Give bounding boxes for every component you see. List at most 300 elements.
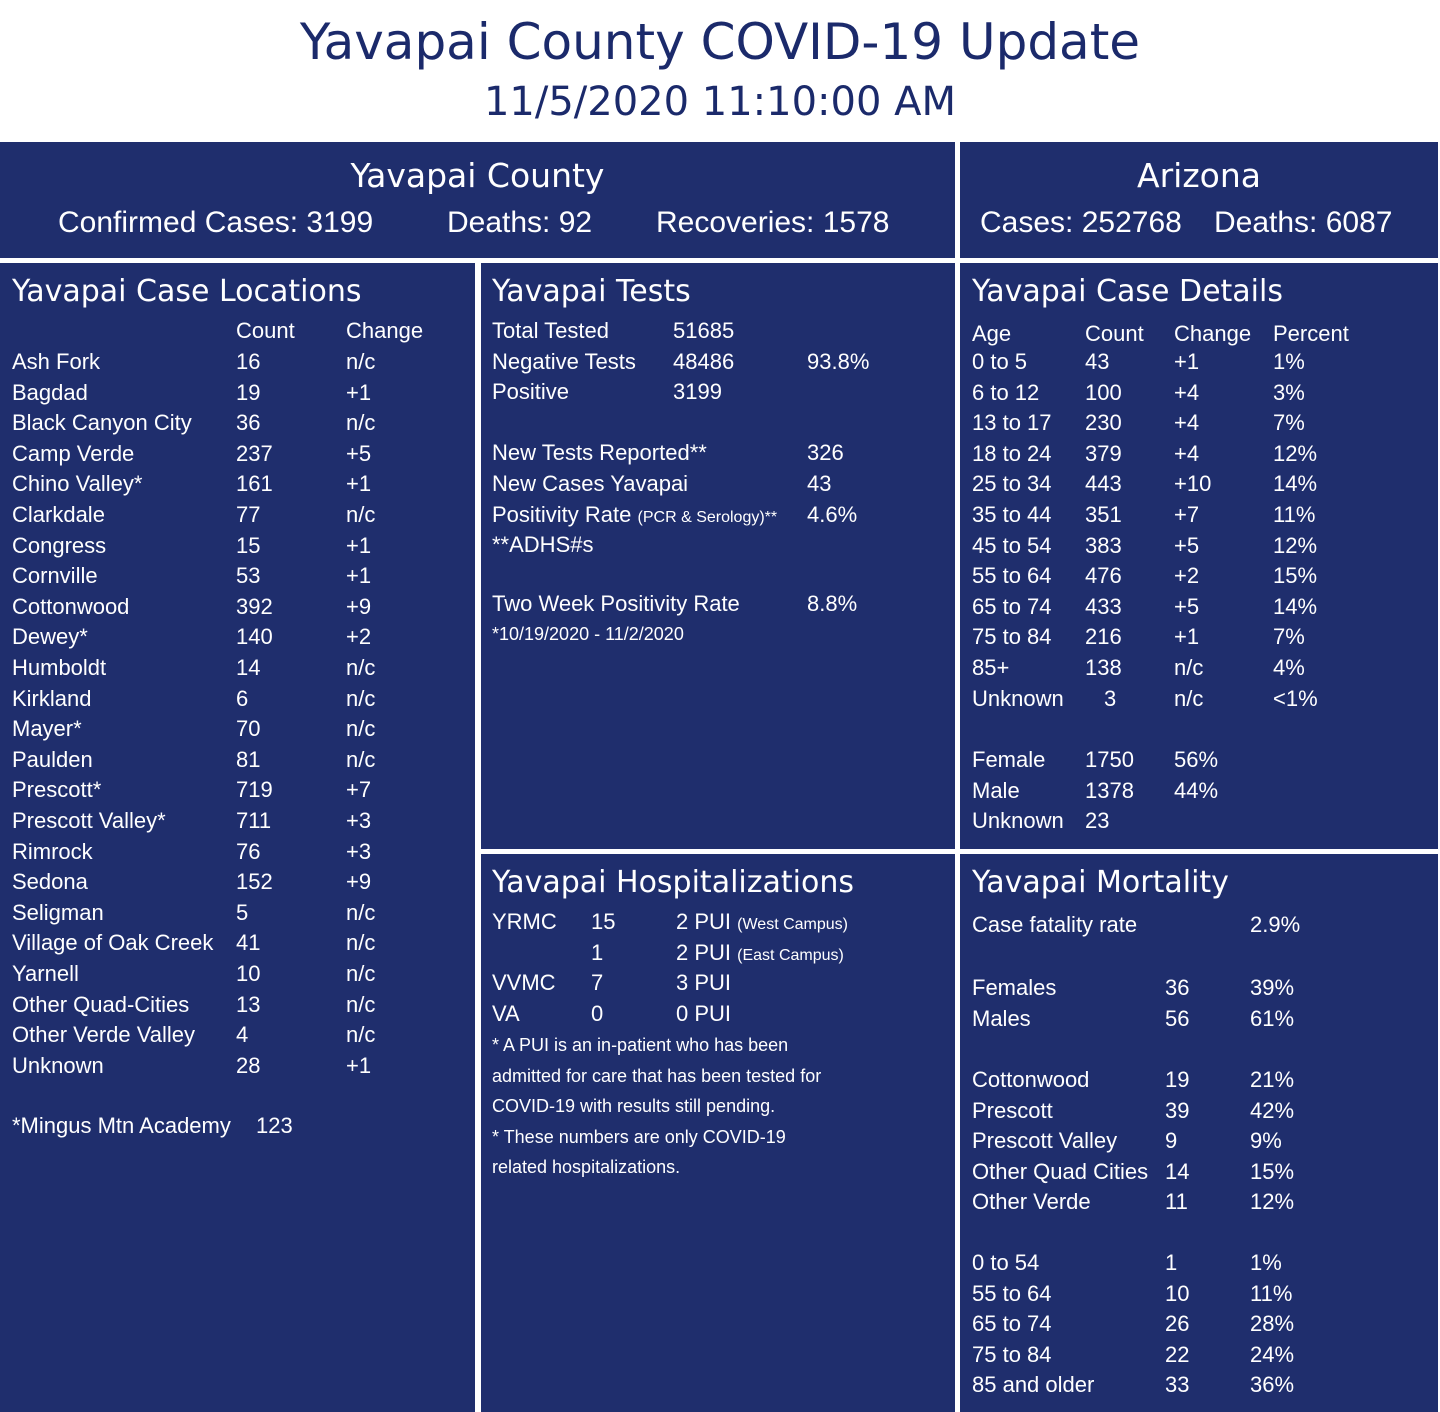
county-name: Yavapai County xyxy=(350,156,605,195)
age-count: 383 xyxy=(1085,532,1122,558)
age-percent: 14% xyxy=(1273,471,1318,497)
page-title: Yavapai County COVID-19 Update xyxy=(299,13,1141,71)
age-count: 476 xyxy=(1085,563,1122,589)
location-name: Yarnell xyxy=(12,961,79,986)
footnote-value: 123 xyxy=(256,1113,293,1138)
mortality-age-row xyxy=(960,1247,1438,1278)
hospital-facility: YRMC xyxy=(492,909,557,934)
age-percent: 7% xyxy=(1273,624,1305,650)
location-name: Kirkland xyxy=(12,685,92,711)
age-count: 138 xyxy=(1085,655,1122,680)
age-count: 230 xyxy=(1085,410,1122,436)
location-count: 76 xyxy=(236,838,261,864)
age-row xyxy=(960,530,1438,561)
location-row xyxy=(0,836,475,867)
location-name: Cottonwood xyxy=(12,593,130,619)
location-row xyxy=(0,1019,475,1050)
location-change: +7 xyxy=(346,777,372,803)
location-count: 5 xyxy=(236,899,249,925)
age-row xyxy=(960,407,1438,438)
hospital-row xyxy=(481,967,955,998)
location-change: +9 xyxy=(346,593,372,619)
hospitalization-note: related hospitalizations. xyxy=(492,1157,681,1178)
mortality-location-row xyxy=(960,1156,1438,1187)
mortality-location-row-label: Other Verde xyxy=(972,1189,1091,1215)
mortality-age-row-count: 10 xyxy=(1165,1280,1190,1306)
location-name: Cornville xyxy=(12,563,98,589)
positivity-value: 4.6% xyxy=(807,502,858,527)
age-percent: 12% xyxy=(1273,532,1318,558)
age-percent: 11% xyxy=(1273,502,1316,527)
location-count: 77 xyxy=(236,502,261,527)
age-count: 100 xyxy=(1085,379,1122,405)
gender-count: 23 xyxy=(1085,808,1110,834)
age-percent: 7% xyxy=(1273,410,1305,436)
mortality-age-row-percent: 1% xyxy=(1250,1250,1282,1275)
location-row xyxy=(0,499,475,530)
location-change: n/c xyxy=(346,716,376,742)
age-label: 75 to 84 xyxy=(972,624,1052,650)
location-count: 13 xyxy=(236,991,261,1017)
two-week-value: 8.8% xyxy=(807,591,858,616)
mortality-age-row xyxy=(960,1369,1438,1400)
location-change: +1 xyxy=(346,563,372,589)
location-count: 711 xyxy=(236,808,272,833)
tests-negative-row xyxy=(481,346,955,377)
mortality-location-row-count: 39 xyxy=(1165,1097,1190,1123)
pui-campus: (East Campus) xyxy=(737,946,844,964)
mortality-location-row-percent: 42% xyxy=(1250,1097,1295,1123)
new-tests-value: 326 xyxy=(807,440,844,465)
arizona-deaths: Deaths: 6087 xyxy=(1214,206,1393,239)
age-row xyxy=(960,438,1438,469)
mortality-location-row-label: Other Quad Cities xyxy=(972,1158,1149,1184)
hospital-count: 7 xyxy=(591,970,604,996)
age-change: n/c xyxy=(1174,685,1204,711)
age-count: 379 xyxy=(1085,440,1122,466)
hospital-count: 1 xyxy=(591,939,604,965)
age-row xyxy=(960,499,1438,530)
location-change: +1 xyxy=(346,532,372,558)
location-name: Other Verde Valley xyxy=(12,1022,196,1048)
age-change: +10 xyxy=(1174,471,1212,497)
location-row xyxy=(0,683,475,714)
location-change: +2 xyxy=(346,624,372,650)
age-count: 43 xyxy=(1085,349,1110,374)
details-col-count: Count xyxy=(1085,321,1144,346)
location-count: 70 xyxy=(236,716,261,742)
age-change: +4 xyxy=(1174,410,1200,436)
mortality-gender-row-label: Females xyxy=(972,975,1057,1000)
positivity-row xyxy=(481,499,955,530)
hospital-row xyxy=(481,937,955,968)
positive-value: 3199 xyxy=(673,379,722,404)
mortality-location-row xyxy=(960,1186,1438,1217)
tests-positive-row xyxy=(481,376,955,407)
hospitalization-note: COVID-19 with results still pending. xyxy=(492,1096,776,1117)
pui-count: 2 PUI xyxy=(676,939,732,965)
mortality-gender-row xyxy=(960,1003,1438,1034)
mortality-panel xyxy=(960,854,1438,1412)
location-change: +9 xyxy=(346,869,372,895)
mortality-location-row xyxy=(960,1125,1438,1156)
location-change: n/c xyxy=(346,502,376,527)
location-name: Humboldt xyxy=(12,655,107,680)
mortality-gender-row-count: 56 xyxy=(1165,1005,1190,1031)
location-name: Dewey* xyxy=(12,624,88,650)
tests-total-row xyxy=(481,315,955,346)
age-percent: <1% xyxy=(1273,685,1318,711)
two-week-row xyxy=(481,588,955,619)
mortality-age-row xyxy=(960,1278,1438,1309)
hospital-count: 0 xyxy=(591,1000,604,1026)
location-name: Mayer* xyxy=(12,716,82,742)
adhs-note-row xyxy=(481,529,955,560)
location-change: n/c xyxy=(346,655,376,680)
age-percent: 14% xyxy=(1273,593,1318,619)
positive-label: Positive xyxy=(492,379,570,404)
two-week-label: Two Week Positivity Rate xyxy=(492,591,740,616)
location-name: Prescott Valley* xyxy=(12,808,166,833)
mortality-age-row-label: 75 to 84 xyxy=(972,1341,1052,1367)
age-row xyxy=(960,683,1438,714)
hospital-facility: VVMC xyxy=(492,970,556,996)
age-label: 35 to 44 xyxy=(972,502,1052,527)
mortality-title: Yavapai Mortality xyxy=(972,865,1229,900)
location-row xyxy=(0,591,475,622)
location-count: 16 xyxy=(236,349,261,374)
county-recoveries: Recoveries: 1578 xyxy=(656,206,890,239)
two-week-range: *10/19/2020 - 11/2/2020 xyxy=(492,624,684,644)
location-row xyxy=(0,407,475,438)
case-details-panel xyxy=(960,263,1438,849)
pui-count: 2 PUI xyxy=(676,909,732,934)
age-change: +5 xyxy=(1174,532,1200,558)
age-change: n/c xyxy=(1174,655,1204,680)
gender-label: Male xyxy=(972,777,1020,803)
location-count: 6 xyxy=(236,685,249,711)
age-count: 433 xyxy=(1085,593,1122,619)
footnote-label: *Mingus Mtn Academy xyxy=(12,1113,231,1138)
total-tested-value: 51685 xyxy=(673,318,735,343)
location-change: n/c xyxy=(346,991,376,1017)
location-row xyxy=(0,866,475,897)
age-label: 85+ xyxy=(972,655,1010,680)
gender-count: 1750 xyxy=(1085,747,1134,772)
mortality-location-row-count: 11 xyxy=(1165,1189,1188,1215)
location-name: Unknown xyxy=(12,1052,104,1078)
gender-percent: 44% xyxy=(1174,777,1219,803)
cfr-row xyxy=(960,909,1438,940)
location-change: +3 xyxy=(346,838,372,864)
location-change: n/c xyxy=(346,410,376,436)
location-row xyxy=(0,1050,475,1081)
location-change: +1 xyxy=(346,1052,372,1078)
location-count: 41 xyxy=(236,930,261,956)
mortality-location-row-label: Prescott xyxy=(972,1097,1053,1123)
hospitalizations-title: Yavapai Hospitalizations xyxy=(492,865,854,900)
mortality-location-row-percent: 21% xyxy=(1250,1067,1295,1092)
location-row xyxy=(0,897,475,928)
location-row xyxy=(0,713,475,744)
location-row xyxy=(0,438,475,469)
tests-title: Yavapai Tests xyxy=(492,274,691,309)
location-change: n/c xyxy=(346,746,376,772)
mortality-age-row-count: 22 xyxy=(1165,1341,1190,1367)
location-count: 10 xyxy=(236,961,261,986)
hospital-facility: VA xyxy=(492,1000,520,1026)
location-change: n/c xyxy=(346,349,376,374)
new-tests-label: New Tests Reported** xyxy=(492,440,707,465)
tests-panel xyxy=(481,263,955,849)
age-change: +4 xyxy=(1174,379,1200,405)
arizona-summary-panel xyxy=(960,142,1438,258)
details-header-row xyxy=(960,318,1438,349)
hospitalization-note: admitted for care that has been tested for xyxy=(492,1065,822,1086)
age-label: Unknown xyxy=(972,685,1064,711)
location-count: 19 xyxy=(236,379,261,405)
location-row xyxy=(0,468,475,499)
age-change: +7 xyxy=(1174,502,1200,527)
location-row xyxy=(0,652,475,683)
locations-col-change: Change xyxy=(346,318,424,343)
location-change: +5 xyxy=(346,440,372,466)
location-row xyxy=(0,621,475,652)
mortality-location-row-count: 19 xyxy=(1165,1067,1190,1092)
mortality-age-row-label: 85 and older xyxy=(972,1372,1095,1398)
pui-count: 0 PUI xyxy=(676,1000,732,1026)
mortality-age-row-label: 0 to 54 xyxy=(972,1250,1040,1275)
age-count: 351 xyxy=(1085,502,1122,527)
location-name: Sedona xyxy=(12,869,88,895)
location-count: 15 xyxy=(236,532,261,558)
location-change: n/c xyxy=(346,685,376,711)
age-percent: 15% xyxy=(1273,563,1318,589)
age-label: 0 to 5 xyxy=(972,349,1028,374)
location-row xyxy=(0,377,475,408)
arizona-cases: Cases: 252768 xyxy=(980,206,1182,239)
hospital-row xyxy=(481,998,955,1029)
age-label: 45 to 54 xyxy=(972,532,1052,558)
county-deaths: Deaths: 92 xyxy=(447,206,593,239)
mortality-location-row-percent: 15% xyxy=(1250,1158,1295,1184)
mortality-gender-row-percent: 39% xyxy=(1250,975,1295,1000)
details-col-percent: Percent xyxy=(1273,321,1349,346)
new-cases-row xyxy=(481,468,955,499)
location-count: 14 xyxy=(236,655,261,680)
pui-count: 3 PUI xyxy=(676,970,732,996)
location-change: n/c xyxy=(346,899,376,925)
page-header xyxy=(0,0,1440,140)
location-name: Paulden xyxy=(12,746,93,772)
arizona-name: Arizona xyxy=(1137,156,1261,195)
age-row xyxy=(960,346,1438,377)
location-count: 719 xyxy=(236,777,273,803)
new-cases-value: 43 xyxy=(807,471,832,496)
hospital-count: 15 xyxy=(591,909,616,934)
locations-col-count: Count xyxy=(236,318,295,343)
age-count: 3 xyxy=(1104,685,1117,711)
mortality-gender-row-count: 36 xyxy=(1165,975,1190,1000)
location-count: 36 xyxy=(236,410,261,436)
location-count: 161 xyxy=(236,471,273,497)
hospitalization-note: * These numbers are only COVID-19 xyxy=(492,1126,786,1147)
location-change: n/c xyxy=(346,1022,376,1048)
mortality-location-row xyxy=(960,1095,1438,1126)
age-label: 65 to 74 xyxy=(972,593,1052,619)
mortality-age-row-percent: 11% xyxy=(1250,1280,1293,1306)
cfr-value: 2.9% xyxy=(1250,912,1301,937)
age-count: 216 xyxy=(1085,624,1122,650)
mortality-location-row xyxy=(960,1064,1438,1095)
location-row xyxy=(0,774,475,805)
age-label: 18 to 24 xyxy=(972,440,1052,466)
age-label: 6 to 12 xyxy=(972,379,1040,405)
mortality-age-row-percent: 24% xyxy=(1250,1341,1295,1367)
age-row xyxy=(960,652,1438,683)
age-change: +1 xyxy=(1174,624,1200,650)
county-confirmed-cases: Confirmed Cases: 3199 xyxy=(58,206,374,239)
location-count: 140 xyxy=(236,624,273,650)
pui-campus: (West Campus) xyxy=(737,916,848,933)
location-name: Other Quad-Cities xyxy=(12,991,190,1017)
location-name: Chino Valley* xyxy=(12,471,143,497)
hospitalization-note: * A PUI is an in-patient who has been xyxy=(492,1035,789,1055)
location-change: +3 xyxy=(346,808,372,833)
gender-percent: 56% xyxy=(1174,747,1219,772)
location-name: Rimrock xyxy=(12,838,93,864)
mortality-location-row-label: Cottonwood xyxy=(972,1067,1090,1092)
mortality-age-row-percent: 36% xyxy=(1250,1372,1295,1398)
positivity-label-text: Positivity Rate xyxy=(492,502,632,527)
update-datetime: 11/5/2020 11:10:00 AM xyxy=(483,79,957,125)
mortality-age-row-label: 55 to 64 xyxy=(972,1280,1052,1306)
locations-title: Yavapai Case Locations xyxy=(12,274,362,309)
hospital-row xyxy=(481,906,955,937)
age-label: 25 to 34 xyxy=(972,471,1052,497)
age-percent: 12% xyxy=(1273,440,1318,466)
gender-row xyxy=(960,744,1438,775)
negative-tests-value: 48486 xyxy=(673,349,735,374)
mortality-location-row-label: Prescott Valley xyxy=(972,1128,1118,1154)
mortality-age-row-label: 65 to 74 xyxy=(972,1311,1052,1337)
location-row xyxy=(0,927,475,958)
positivity-label xyxy=(492,499,777,533)
location-name: Seligman xyxy=(12,899,104,925)
mortality-gender-row-percent: 61% xyxy=(1250,1005,1295,1031)
location-change: n/c xyxy=(346,930,376,956)
mortality-age-row-percent: 28% xyxy=(1250,1311,1295,1337)
gender-label: Unknown xyxy=(972,808,1064,834)
age-change: +4 xyxy=(1174,440,1200,466)
hospital-pui xyxy=(676,937,844,971)
age-change: +1 xyxy=(1174,349,1200,374)
new-tests-row xyxy=(481,437,955,468)
location-name: Bagdad xyxy=(12,379,88,405)
age-count: 443 xyxy=(1085,471,1122,497)
age-label: 13 to 17 xyxy=(972,410,1052,436)
mortality-location-row-count: 14 xyxy=(1165,1158,1190,1184)
positivity-sub: (PCR & Serology)** xyxy=(637,509,778,526)
negative-tests-label: Negative Tests xyxy=(492,349,636,374)
age-row xyxy=(960,560,1438,591)
details-col-age: Age xyxy=(972,321,1012,346)
location-count: 237 xyxy=(236,440,273,466)
location-name: Clarkdale xyxy=(12,502,105,527)
age-label: 55 to 64 xyxy=(972,563,1052,589)
hospital-pui xyxy=(676,967,731,1001)
location-count: 81 xyxy=(236,746,261,772)
location-row xyxy=(0,805,475,836)
age-row xyxy=(960,468,1438,499)
hospital-pui xyxy=(676,906,848,940)
mortality-age-row-count: 1 xyxy=(1165,1250,1178,1275)
mortality-age-row xyxy=(960,1339,1438,1370)
age-percent: 1% xyxy=(1273,349,1305,374)
county-summary-panel xyxy=(0,142,955,258)
hospitalizations-panel xyxy=(481,854,955,1412)
age-change: +5 xyxy=(1174,593,1200,619)
location-count: 28 xyxy=(236,1052,261,1078)
location-count: 152 xyxy=(236,869,273,895)
age-row xyxy=(960,621,1438,652)
location-count: 392 xyxy=(236,593,273,619)
age-row xyxy=(960,377,1438,408)
age-change: +2 xyxy=(1174,563,1200,589)
new-cases-label: New Cases Yavapai xyxy=(492,471,689,496)
negative-tests-percent: 93.8% xyxy=(807,349,870,374)
gender-label: Female xyxy=(972,747,1046,772)
age-percent: 4% xyxy=(1273,655,1305,680)
location-row xyxy=(0,530,475,561)
location-row xyxy=(0,560,475,591)
two-week-range-row xyxy=(481,619,955,650)
mortality-location-row-count: 9 xyxy=(1165,1128,1178,1154)
location-name: Camp Verde xyxy=(12,440,135,466)
age-row xyxy=(960,591,1438,622)
details-title: Yavapai Case Details xyxy=(972,274,1283,309)
location-name: Black Canyon City xyxy=(12,410,192,436)
total-tested-label: Total Tested xyxy=(492,318,610,343)
mortality-age-row xyxy=(960,1308,1438,1339)
location-row xyxy=(0,958,475,989)
hospital-pui xyxy=(676,998,731,1032)
location-row xyxy=(0,346,475,377)
mortality-gender-row-label: Males xyxy=(972,1005,1031,1031)
age-percent: 3% xyxy=(1273,379,1305,405)
cfr-label: Case fatality rate xyxy=(972,912,1138,937)
locations-footnote xyxy=(0,1110,475,1141)
location-name: Prescott* xyxy=(12,777,102,803)
location-count: 4 xyxy=(236,1022,249,1048)
gender-row xyxy=(960,805,1438,836)
location-name: Village of Oak Creek xyxy=(12,930,214,956)
mortality-location-row-percent: 12% xyxy=(1250,1189,1295,1215)
locations-header-row xyxy=(0,315,475,346)
details-col-change: Change xyxy=(1174,321,1252,346)
location-change: n/c xyxy=(346,961,376,986)
location-name: Congress xyxy=(12,532,107,558)
gender-row xyxy=(960,775,1438,806)
mortality-age-row-count: 33 xyxy=(1165,1372,1190,1398)
adhs-note: **ADHS#s xyxy=(492,532,594,557)
mortality-age-row-count: 26 xyxy=(1165,1311,1190,1337)
location-count: 53 xyxy=(236,563,261,589)
case-locations-panel xyxy=(0,263,475,1412)
location-change: +1 xyxy=(346,471,372,497)
location-name: Ash Fork xyxy=(12,349,101,374)
location-change: +1 xyxy=(346,379,372,405)
